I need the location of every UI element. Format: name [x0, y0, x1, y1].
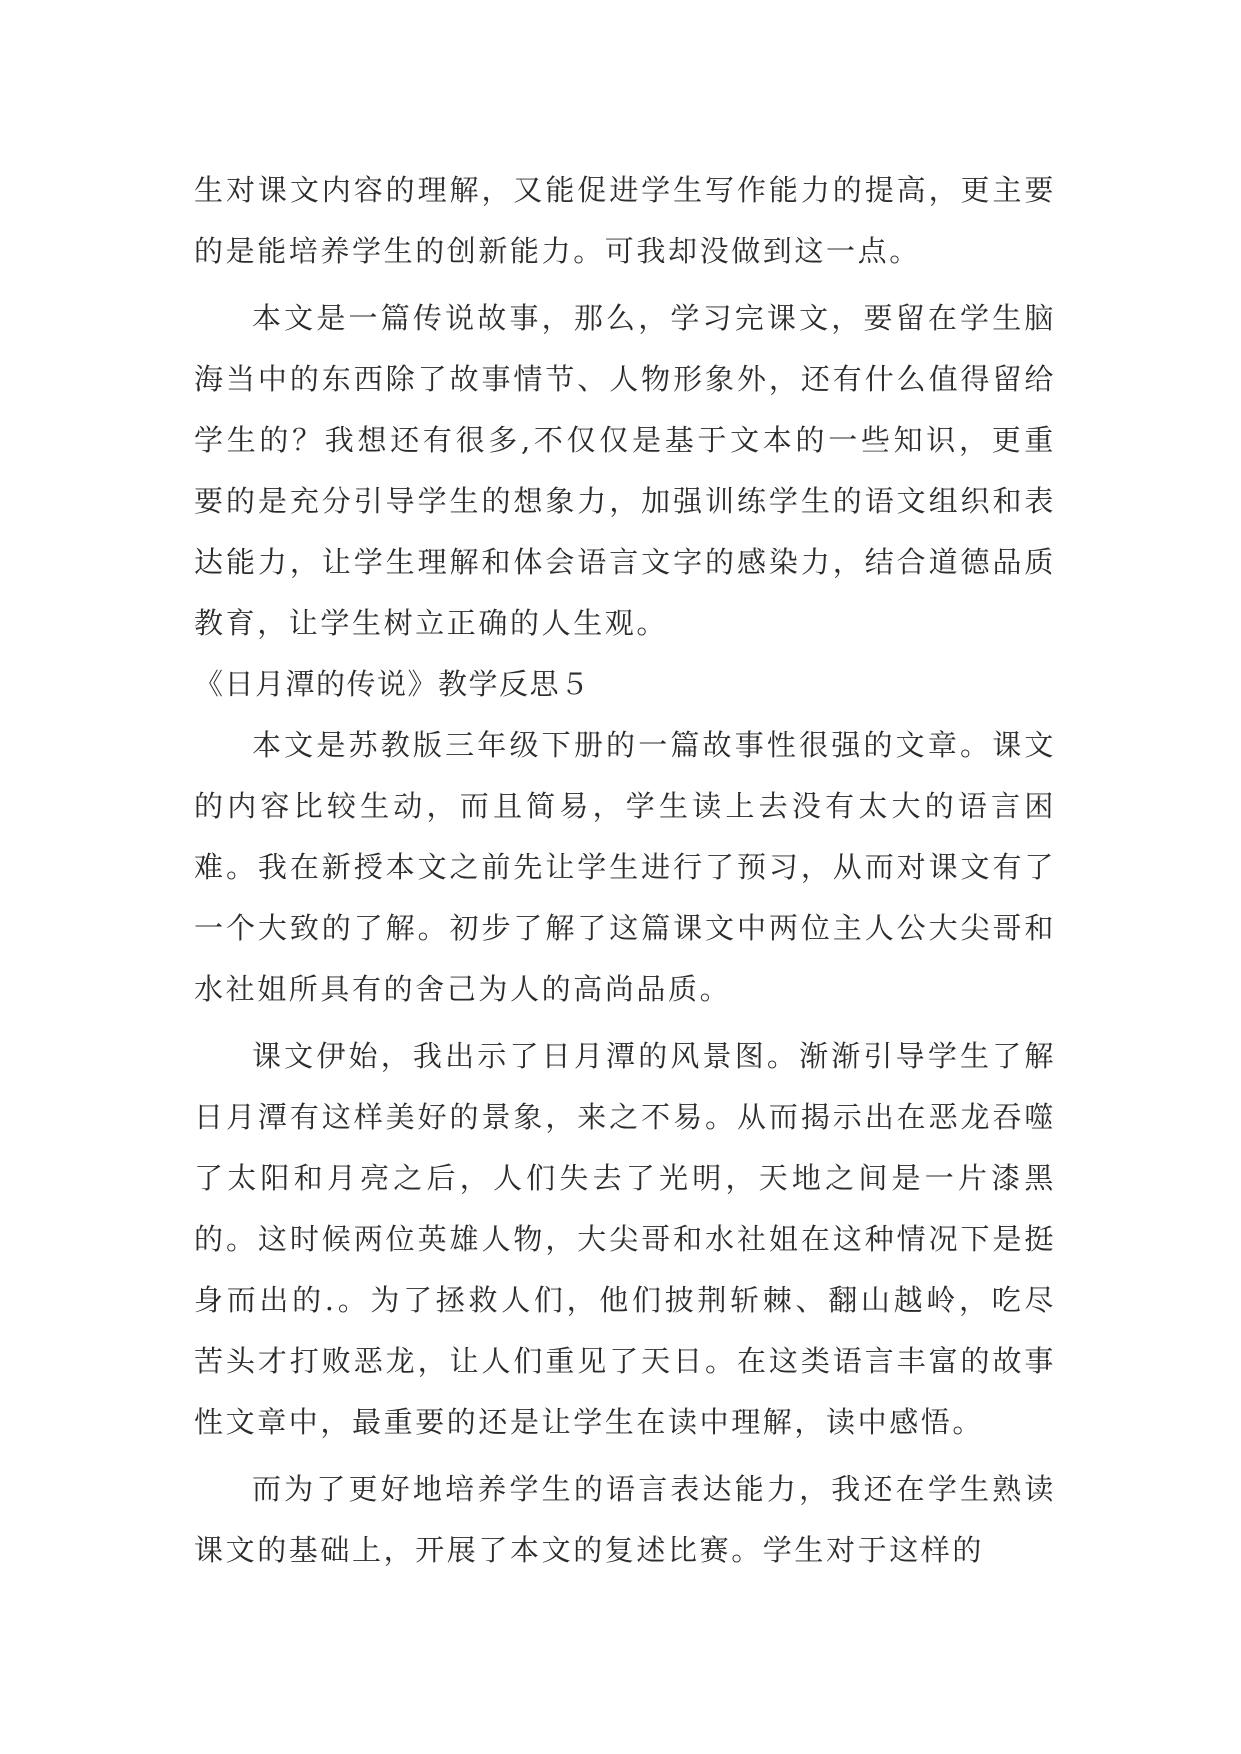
document-body — [194, 160, 1056, 1581]
paragraph-continuation: 生对课文内容的理解，又能促进学生写作能力的提高，更主要的是能培养学生的创新能力。可我却没做到这一点。 — [194, 173, 1056, 268]
paragraph-lesson-opening: 课文伊始，我出示了日月潭的风景图。渐渐引导学生了解日月潭有这样美好的景象，来之不易。从而揭示出在恶龙吞噬了太阳和月亮之后，人们失去了光明，天地之间是一片漆黑的。这时候两位英雄人物，大尖哥和水社姐在这种情况下是挺身而出的.。为了拯救人们，他们披荆斩棘、翻山越岭，吃尽苦头才打败恶龙，让人们重见了天日。在这类语言丰富的故事性文章中，最重要的还是让学生在读中理解，读中感悟。 — [194, 1039, 1056, 1439]
paragraph-introduction: 本文是苏教版三年级下册的一篇故事性很强的文章。课文的内容比较生动，而且简易，学生读上去没有太大的语言困难。我在新授本文之前先让学生进行了预习，从而对课文有了一个大致的了解。初步了解了这篇课文中两位主人公大尖哥和水社姐所具有的舍己为人的高尚品质。 — [194, 728, 1056, 1006]
paragraph-retelling-contest: 而为了更好地培养学生的语言表达能力，我还在学生熟读课文的基础上，开展了本文的复述比赛。学生对于这样的 — [194, 1472, 1056, 1567]
paragraph-reflection: 本文是一篇传说故事，那么，学习完课文，要留在学生脑海当中的东西除了故事情节、人物形象外，还有什么值得留给学生的？我想还有很多,不仅仅是基于文本的一些知识，更重要的是充分引导学生的想象力，加强训练学生的语文组织和表达能力，让学生理解和体会语言文字的感染力，结合道德品质教育，让学生树立正确的人生观。 — [194, 301, 1056, 640]
section-heading: 《日月潭的传说》教学反思５ — [194, 667, 591, 701]
